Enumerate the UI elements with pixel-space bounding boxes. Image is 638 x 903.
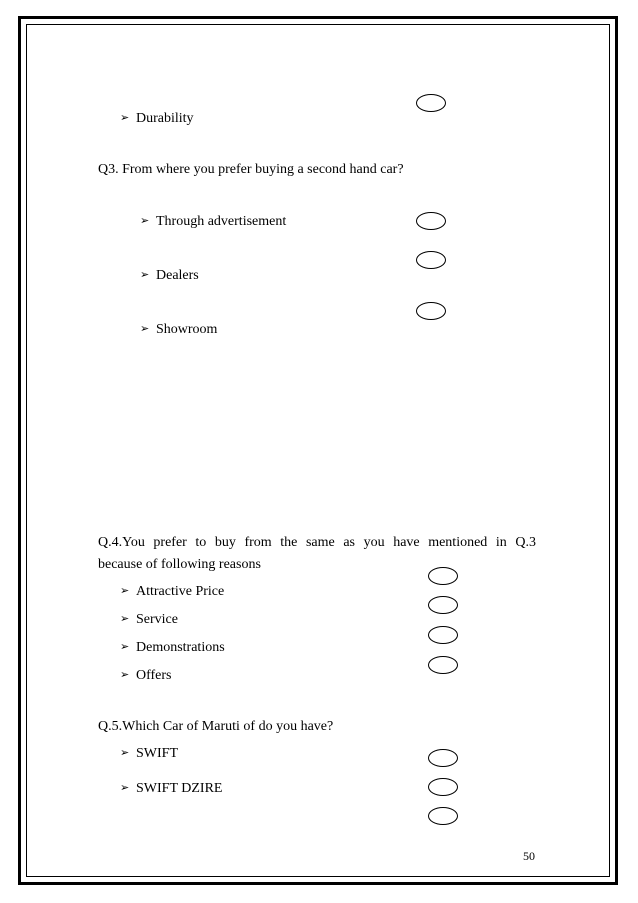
bullet-arrow-icon: ➢	[120, 747, 130, 759]
option-attractive-price	[120, 583, 224, 600]
dealers-option-circle[interactable]	[416, 251, 446, 269]
question-5: Q.5.Which Car of Maruti of do you have?	[98, 719, 334, 734]
option-dealers	[140, 267, 199, 284]
option-label: Offers	[136, 668, 172, 683]
option-label: Showroom	[156, 322, 218, 337]
option-label: Service	[136, 612, 178, 627]
option-label: Durability	[136, 111, 194, 126]
demonstrations-option-circle[interactable]	[428, 626, 458, 644]
swift-option-circle[interactable]	[428, 749, 458, 767]
option-label: Dealers	[156, 268, 199, 283]
bullet-arrow-icon: ➢	[140, 269, 150, 281]
offers-option-circle[interactable]	[428, 656, 458, 674]
option-label: SWIFT DZIRE	[136, 781, 223, 796]
swift-dzire-option-circle[interactable]	[428, 778, 458, 796]
durability-option-circle[interactable]	[416, 94, 446, 112]
showroom-option-circle[interactable]	[416, 302, 446, 320]
option-label: Attractive Price	[136, 584, 225, 599]
through-advertisement-option-circle[interactable]	[416, 212, 446, 230]
page-number: 50	[523, 849, 535, 863]
bullet-arrow-icon: ➢	[120, 112, 130, 124]
bullet-arrow-icon: ➢	[120, 641, 130, 653]
bullet-arrow-icon: ➢	[140, 323, 150, 335]
option-demonstrations	[120, 639, 225, 656]
option-showroom	[140, 321, 217, 338]
option-swift	[120, 745, 178, 762]
option-offers	[120, 667, 172, 684]
bullet-arrow-icon: ➢	[120, 669, 130, 681]
attractive-price-option-circle[interactable]	[428, 567, 458, 585]
bullet-arrow-icon: ➢	[120, 585, 130, 597]
option-service	[120, 611, 178, 628]
bullet-arrow-icon: ➢	[120, 613, 130, 625]
option-label: Demonstrations	[136, 640, 225, 655]
page-border-inner	[26, 24, 610, 877]
option-label: Through advertisement	[156, 214, 287, 229]
option-durability	[120, 110, 194, 127]
option-label: SWIFT	[136, 746, 178, 761]
bullet-arrow-icon: ➢	[120, 782, 130, 794]
service-option-circle[interactable]	[428, 596, 458, 614]
option-through-advertisement	[140, 213, 286, 230]
bullet-arrow-icon: ➢	[140, 215, 150, 227]
next-option-circle[interactable]	[428, 807, 458, 825]
question-4-line-2: because of following reasons	[98, 557, 261, 572]
question-4-line-1: Q.4.You prefer to buy from the same as you have mentioned in Q.3	[98, 535, 536, 550]
option-swift-dzire	[120, 780, 222, 797]
question-3: Q3. From where you prefer buying a second hand car?	[98, 162, 404, 177]
